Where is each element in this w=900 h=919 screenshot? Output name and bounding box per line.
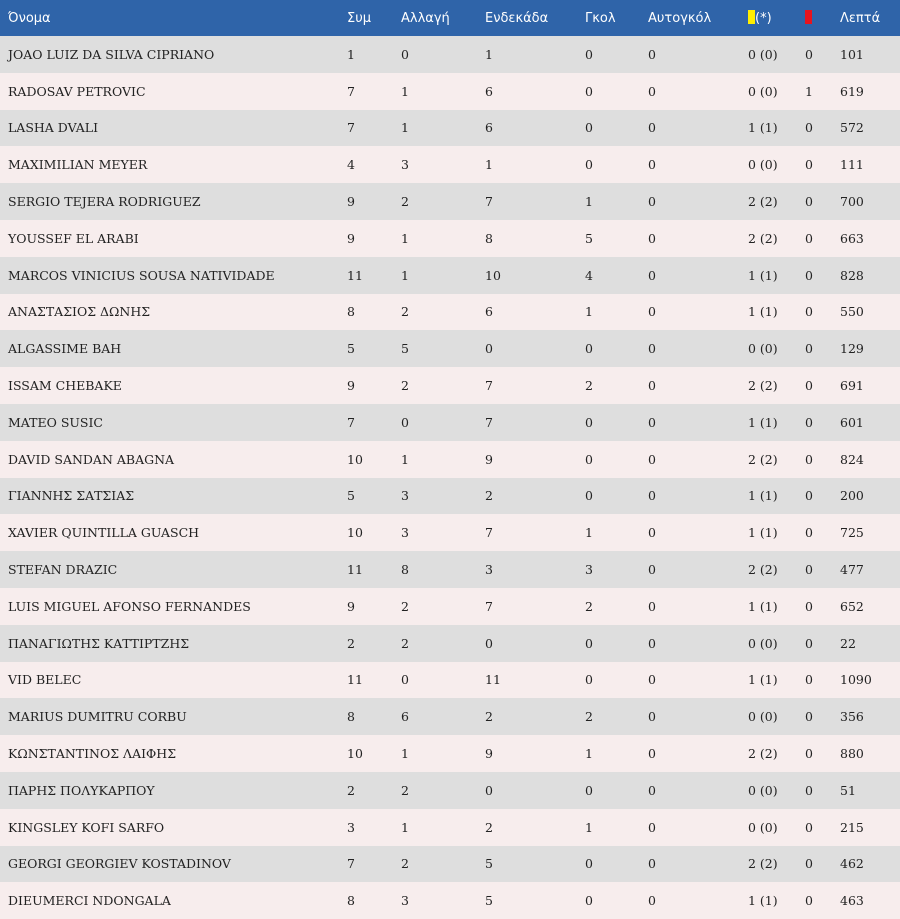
table-row [0,588,900,625]
cell-minutes: 601 [840,414,864,430]
cell-minutes: 725 [840,525,864,541]
cell-name: ALGASSIME BAH [8,341,122,357]
table-row [0,882,900,919]
cell-minutes: 356 [840,709,864,725]
cell-goals: 4 [585,267,593,283]
cell-red-cards: 0 [805,120,813,136]
cell-minutes: 477 [840,562,864,578]
cell-substitute: 0 [401,46,409,62]
cell-goals: 0 [585,782,593,798]
cell-name: ΑΝΑΣΤΑΣΙΟΣ ΔΩΝΗΣ [8,304,151,320]
table-row [0,698,900,735]
cell-own-goals: 0 [648,83,656,99]
header-goals[interactable]: Γκολ [585,10,616,26]
cell-minutes: 880 [840,746,864,762]
cell-minutes: 462 [840,856,864,872]
cell-goals: 0 [585,488,593,504]
cell-minutes: 101 [840,46,864,62]
cell-red-cards: 0 [805,157,813,173]
cell-goals: 1 [585,194,593,210]
cell-red-cards: 0 [805,562,813,578]
cell-name: ΠΑΝΑΓΙΩΤΗΣ ΚΑΤΤΙΡΤΖΗΣ [8,635,190,651]
table-body [0,36,900,919]
cell-appearances: 3 [347,819,355,835]
cell-substitute: 2 [401,194,409,210]
cell-name: ΠΑΡΗΣ ΠΟΛΥΚΑΡΠΟΥ [8,782,155,798]
table-row [0,551,900,588]
cell-minutes: 572 [840,120,864,136]
cell-own-goals: 0 [648,230,656,246]
header-own-goals[interactable]: Αυτογκόλ [648,10,712,26]
cell-goals: 1 [585,819,593,835]
cell-own-goals: 0 [648,525,656,541]
cell-substitute: 2 [401,304,409,320]
cell-substitute: 5 [401,341,409,357]
cell-yellow-cards: 2 (2) [748,856,778,872]
cell-appearances: 11 [347,672,363,688]
table-row [0,846,900,883]
cell-minutes: 550 [840,304,864,320]
cell-goals: 1 [585,304,593,320]
cell-appearances: 7 [347,856,355,872]
cell-own-goals: 0 [648,488,656,504]
cell-minutes: 619 [840,83,864,99]
cell-minutes: 111 [840,157,864,173]
cell-appearances: 9 [347,230,355,246]
cell-goals: 0 [585,893,593,909]
cell-appearances: 7 [347,83,355,99]
cell-red-cards: 0 [805,488,813,504]
table-row [0,625,900,662]
cell-appearances: 2 [347,635,355,651]
table-row [0,772,900,809]
cell-name: STEFAN DRAZIC [8,562,118,578]
cell-appearances: 11 [347,267,363,283]
cell-substitute: 3 [401,157,409,173]
cell-goals: 0 [585,120,593,136]
cell-substitute: 1 [401,746,409,762]
cell-yellow-cards: 1 (1) [748,304,778,320]
cell-starting: 8 [485,230,493,246]
table-row [0,110,900,147]
cell-goals: 0 [585,157,593,173]
cell-minutes: 129 [840,341,864,357]
cell-goals: 0 [585,46,593,62]
cell-red-cards: 0 [805,304,813,320]
cell-yellow-cards: 1 (1) [748,120,778,136]
cell-minutes: 652 [840,598,864,614]
cell-name: XAVIER QUINTILLA GUASCH [8,525,200,541]
cell-substitute: 2 [401,782,409,798]
cell-yellow-cards: 2 (2) [748,451,778,467]
cell-starting: 10 [485,267,501,283]
cell-red-cards: 0 [805,709,813,725]
cell-minutes: 1090 [840,672,872,688]
cell-own-goals: 0 [648,341,656,357]
cell-yellow-cards: 0 (0) [748,83,778,99]
cell-name: DIEUMERCI NDONGALA [8,893,171,909]
cell-starting: 1 [485,157,493,173]
cell-substitute: 3 [401,893,409,909]
cell-name: LUIS MIGUEL AFONSO FERNANDES [8,598,251,614]
cell-red-cards: 0 [805,414,813,430]
header-minutes[interactable]: Λεπτά [840,10,881,26]
cell-substitute: 2 [401,635,409,651]
cell-appearances: 9 [347,194,355,210]
cell-starting: 0 [485,782,493,798]
cell-substitute: 0 [401,414,409,430]
cell-goals: 1 [585,746,593,762]
cell-name: JOAO LUIZ DA SILVA CIPRIANO [8,46,215,62]
cell-appearances: 8 [347,893,355,909]
cell-substitute: 8 [401,562,409,578]
cell-starting: 11 [485,672,501,688]
cell-own-goals: 0 [648,635,656,651]
cell-goals: 0 [585,856,593,872]
cell-appearances: 11 [347,562,363,578]
cell-name: MARIUS DUMITRU CORBU [8,709,187,725]
cell-substitute: 1 [401,451,409,467]
cell-red-cards: 0 [805,46,813,62]
cell-substitute: 2 [401,598,409,614]
cell-appearances: 8 [347,304,355,320]
cell-substitute: 1 [401,120,409,136]
cell-goals: 2 [585,709,593,725]
cell-substitute: 0 [401,672,409,688]
cell-appearances: 9 [347,598,355,614]
cell-name: DAVID SANDAN ABAGNA [8,451,175,467]
cell-name: SERGIO TEJERA RODRIGUEZ [8,194,201,210]
cell-red-cards: 0 [805,451,813,467]
cell-yellow-cards: 1 (1) [748,893,778,909]
cell-appearances: 7 [347,120,355,136]
table-header-row [0,0,900,36]
cell-yellow-cards: 2 (2) [748,378,778,394]
cell-yellow-cards: 0 (0) [748,782,778,798]
cell-substitute: 2 [401,856,409,872]
cell-starting: 3 [485,562,493,578]
cell-goals: 5 [585,230,593,246]
cell-own-goals: 0 [648,598,656,614]
cell-starting: 6 [485,304,493,320]
cell-substitute: 1 [401,819,409,835]
cell-goals: 0 [585,635,593,651]
cell-appearances: 10 [347,746,363,762]
cell-minutes: 22 [840,635,856,651]
cell-name: ISSAM CHEBAKE [8,378,122,394]
table-row [0,514,900,551]
header-yellow-cards[interactable] [748,0,805,36]
cell-red-cards: 0 [805,819,813,835]
table-row [0,73,900,110]
cell-red-cards: 0 [805,782,813,798]
cell-name: RADOSAV PETROVIC [8,83,146,99]
cell-starting: 0 [485,341,493,357]
cell-name: KINGSLEY KOFI SARFO [8,819,165,835]
cell-yellow-cards: 1 (1) [748,414,778,430]
cell-red-cards: 0 [805,746,813,762]
table-row [0,294,900,331]
cell-yellow-cards: 0 (0) [748,46,778,62]
table-row [0,183,900,220]
cell-minutes: 700 [840,194,864,210]
cell-appearances: 5 [347,341,355,357]
cell-minutes: 200 [840,488,864,504]
cell-own-goals: 0 [648,819,656,835]
cell-red-cards: 0 [805,267,813,283]
table-row [0,257,900,294]
table-row [0,735,900,772]
cell-starting: 2 [485,819,493,835]
header-yellow-suffix: (*) [755,11,772,26]
red-card-icon [805,10,812,24]
cell-appearances: 10 [347,451,363,467]
cell-own-goals: 0 [648,746,656,762]
cell-name: MARCOS VINICIUS SOUSA NATIVIDADE [8,267,275,283]
cell-goals: 0 [585,341,593,357]
cell-starting: 5 [485,893,493,909]
cell-red-cards: 0 [805,635,813,651]
cell-goals: 3 [585,562,593,578]
cell-goals: 0 [585,672,593,688]
cell-starting: 9 [485,746,493,762]
cell-appearances: 4 [347,157,355,173]
table-row [0,36,900,73]
cell-starting: 7 [485,525,493,541]
cell-starting: 6 [485,120,493,136]
cell-own-goals: 0 [648,709,656,725]
yellow-card-icon [748,10,755,24]
cell-goals: 0 [585,83,593,99]
table-row [0,146,900,183]
cell-name: ΚΩΝΣΤΑΝΤΙΝΟΣ ΛΑΙΦΗΣ [8,746,177,762]
cell-own-goals: 0 [648,267,656,283]
cell-appearances: 2 [347,782,355,798]
cell-own-goals: 0 [648,414,656,430]
cell-minutes: 215 [840,819,864,835]
cell-starting: 6 [485,83,493,99]
header-red-cards[interactable] [805,0,840,36]
cell-yellow-cards: 1 (1) [748,267,778,283]
cell-minutes: 828 [840,267,864,283]
table-row [0,478,900,515]
cell-goals: 2 [585,378,593,394]
cell-red-cards: 1 [805,83,813,99]
table-row [0,809,900,846]
cell-yellow-cards: 1 (1) [748,488,778,504]
cell-appearances: 9 [347,378,355,394]
cell-own-goals: 0 [648,194,656,210]
cell-own-goals: 0 [648,157,656,173]
cell-red-cards: 0 [805,893,813,909]
cell-yellow-cards: 1 (1) [748,525,778,541]
cell-yellow-cards: 0 (0) [748,635,778,651]
header-name[interactable]: Όνομα [8,10,51,26]
cell-minutes: 824 [840,451,864,467]
cell-own-goals: 0 [648,782,656,798]
cell-yellow-cards: 2 (2) [748,194,778,210]
cell-substitute: 2 [401,378,409,394]
cell-starting: 9 [485,451,493,467]
cell-substitute: 6 [401,709,409,725]
table-row [0,220,900,257]
cell-red-cards: 0 [805,856,813,872]
cell-yellow-cards: 0 (0) [748,819,778,835]
cell-own-goals: 0 [648,672,656,688]
cell-yellow-cards: 0 (0) [748,341,778,357]
cell-yellow-cards: 0 (0) [748,709,778,725]
cell-name: YOUSSEF EL ARABI [8,230,139,246]
cell-red-cards: 0 [805,230,813,246]
cell-starting: 2 [485,488,493,504]
table-row [0,367,900,404]
cell-own-goals: 0 [648,120,656,136]
cell-goals: 2 [585,598,593,614]
cell-red-cards: 0 [805,341,813,357]
cell-yellow-cards: 1 (1) [748,598,778,614]
cell-starting: 1 [485,46,493,62]
cell-starting: 5 [485,856,493,872]
cell-own-goals: 0 [648,46,656,62]
cell-minutes: 691 [840,378,864,394]
cell-starting: 2 [485,709,493,725]
cell-name: MAXIMILIAN MEYER [8,157,148,173]
cell-minutes: 463 [840,893,864,909]
cell-starting: 7 [485,194,493,210]
cell-own-goals: 0 [648,893,656,909]
cell-name: ΓΙΑΝΝΗΣ ΣΑΤΣΙΑΣ [8,488,135,504]
cell-appearances: 8 [347,709,355,725]
cell-name: GEORGI GEORGIEV KOSTADINOV [8,856,231,872]
cell-substitute: 3 [401,488,409,504]
cell-yellow-cards: 1 (1) [748,672,778,688]
table-row [0,662,900,699]
cell-minutes: 663 [840,230,864,246]
cell-yellow-cards: 0 (0) [748,157,778,173]
cell-substitute: 3 [401,525,409,541]
cell-own-goals: 0 [648,562,656,578]
cell-name: LASHA DVALI [8,120,99,136]
cell-name: MATEO SUSIC [8,414,103,430]
cell-yellow-cards: 2 (2) [748,230,778,246]
cell-appearances: 10 [347,525,363,541]
cell-own-goals: 0 [648,378,656,394]
table-row [0,404,900,441]
cell-starting: 7 [485,378,493,394]
cell-yellow-cards: 2 (2) [748,562,778,578]
cell-name: VID BELEC [8,672,82,688]
header-substitute[interactable]: Αλλαγή [401,10,450,26]
header-appearances[interactable]: Συμ [347,10,372,26]
cell-minutes: 51 [840,782,856,798]
cell-starting: 7 [485,598,493,614]
table-row [0,330,900,367]
cell-appearances: 1 [347,46,355,62]
cell-substitute: 1 [401,230,409,246]
cell-red-cards: 0 [805,194,813,210]
cell-appearances: 5 [347,488,355,504]
table-row [0,441,900,478]
cell-appearances: 7 [347,414,355,430]
cell-yellow-cards: 2 (2) [748,746,778,762]
cell-red-cards: 0 [805,672,813,688]
cell-own-goals: 0 [648,451,656,467]
cell-substitute: 1 [401,267,409,283]
cell-goals: 0 [585,451,593,467]
header-starting[interactable]: Ενδεκάδα [485,10,549,26]
cell-substitute: 1 [401,83,409,99]
cell-goals: 1 [585,525,593,541]
cell-red-cards: 0 [805,598,813,614]
cell-red-cards: 0 [805,378,813,394]
cell-own-goals: 0 [648,304,656,320]
cell-starting: 7 [485,414,493,430]
cell-own-goals: 0 [648,856,656,872]
cell-red-cards: 0 [805,525,813,541]
cell-starting: 0 [485,635,493,651]
cell-goals: 0 [585,414,593,430]
